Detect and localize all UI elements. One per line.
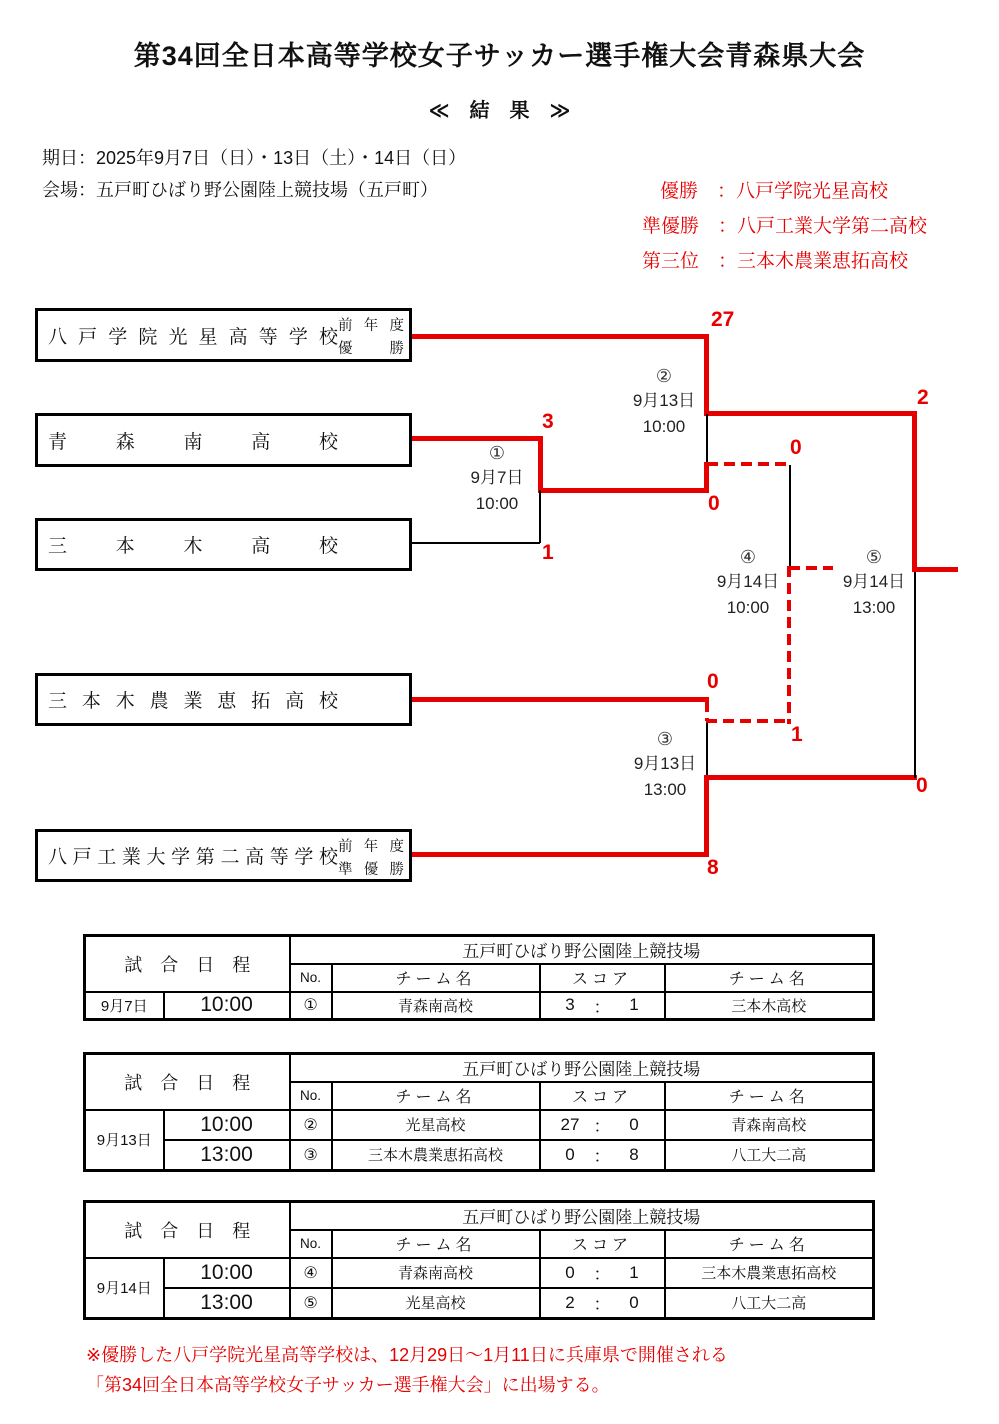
time-cell: 13:00 [164,1288,290,1319]
team2-cell: 三本木高校 [665,992,874,1020]
team2-cell: 八工大二高 [665,1288,874,1319]
team-header-cell: チーム名 [332,1230,540,1258]
team-name: 八戸学院光星高等学校 [48,326,338,348]
score-right: 1 [629,1262,639,1282]
score-label: 8 [707,856,719,879]
schedule-header-cell: 試 合 日 程 [85,1202,290,1258]
time-cell: 10:00 [164,1110,290,1140]
no-header-cell: No. [290,964,332,992]
team-name: 青森南高校 [48,431,338,453]
match-number: ⑤ [865,547,883,567]
score-label: 1 [542,541,554,564]
match-label-3 [600,727,730,803]
score-cell [540,1288,665,1319]
score-cell [540,1140,665,1171]
seed-note [338,836,404,882]
score-label: 2 [917,386,929,409]
bracket-line-winner [412,852,709,857]
schedule-header-cell: 試 合 日 程 [85,936,290,992]
match-number: ③ [656,729,674,749]
score-label: 0 [708,492,720,515]
match-no-cell: ③ [290,1140,332,1171]
score-separator: ： [593,1295,611,1315]
score-cell [540,1110,665,1140]
team2-cell: 青森南高校 [665,1110,874,1140]
match-time: 10:00 [726,598,770,617]
venue-header-cell: 五戸町ひばり野公園陸上競技場 [290,1054,874,1082]
match-date: 9月13日 [633,754,697,773]
score-label: 0 [790,436,802,459]
time-cell: 13:00 [164,1140,290,1171]
schedule-table-2 [83,1052,875,1172]
seed-note-line: 前年度 [338,318,404,334]
score-label: 0 [707,670,719,693]
team-header-cell: チーム名 [332,964,540,992]
team-header-cell: チーム名 [665,964,874,992]
score-separator: ： [593,1147,611,1167]
match-date: 9月14日 [842,572,906,591]
footer-note-line1: ※優勝した八戸学院光星高等学校は、12月29日～1月11日に兵庫県で開催される [86,1345,728,1365]
schedule-table-1 [83,934,875,1021]
match-label-5 [809,545,939,621]
team-box [35,829,412,882]
bracket-line-winner [704,411,917,416]
match-date: 9月7日 [470,468,524,487]
seed-note-line: 優勝 [338,341,404,357]
team2-cell: 三本木農業恵拓高校 [665,1258,874,1288]
bracket-line-winner [412,697,709,702]
table-row [85,1288,874,1319]
team-header-cell: チーム名 [665,1082,874,1110]
team1-cell: 青森南高校 [332,1258,540,1288]
score-cell [540,1258,665,1288]
bracket-line-winner [412,334,709,339]
team-name: 八戸工業大学第二高等学校 [48,847,338,868]
team-box [35,673,412,726]
date-cell: 9月13日 [85,1110,164,1171]
score-right: 0 [629,1292,639,1312]
match-no-cell: ⑤ [290,1288,332,1319]
score-separator: ： [593,1265,611,1284]
no-header-cell: No. [290,1082,332,1110]
team-box [35,413,412,467]
match-no-cell: ② [290,1110,332,1140]
score-cell [540,992,665,1020]
match-time: 10:00 [475,494,519,513]
score-right: 8 [629,1144,639,1164]
seed-note-line: 準優勝 [338,862,404,878]
seed-note [338,315,404,361]
match-date: 9月13日 [632,391,696,410]
team-header-cell: チーム名 [665,1230,874,1258]
score-separator: ： [593,1117,611,1136]
match-date: 9月14日 [716,572,780,591]
score-left: 0 [565,1144,575,1164]
date-cell: 9月7日 [85,992,164,1020]
table-row [85,1258,874,1288]
team1-cell: 光星高校 [332,1288,540,1319]
score-left: 27 [560,1114,580,1134]
table-row [85,1140,874,1171]
team1-cell: 三本木農業恵拓高校 [332,1140,540,1171]
footer-note-line2: 「第34回全日本高等学校女子サッカー選手権大会」に出場する。 [86,1375,610,1395]
match-label-4 [683,545,813,621]
team-header-cell: チーム名 [332,1082,540,1110]
team-box [35,308,412,362]
event-venue-line: 会場：五戸町ひばり野公園陸上競技場（五戸町） [42,180,438,200]
bracket-line [412,542,540,544]
schedule-header-cell: 試 合 日 程 [85,1054,290,1110]
score-right: 0 [629,1114,639,1134]
match-label-2 [599,364,729,440]
venue-header-cell: 五戸町ひばり野公園陸上競技場 [290,936,874,964]
match-number: ① [488,443,506,463]
result-champion: 優勝 ：八戸学院光星高校 [660,181,889,202]
score-left: 0 [565,1262,575,1282]
result-runner-up: 準優勝 ：八戸工業大学第二高校 [642,216,928,237]
match-no-cell: ① [290,992,332,1020]
time-cell: 10:00 [164,992,290,1020]
score-left: 2 [565,1292,575,1312]
team2-cell: 八工大二高 [665,1140,874,1171]
event-date-line: 期日：2025年9月7日（日）・13日（土）・14日（日） [42,148,467,168]
page-title: 第34回全日本高等学校女子サッカー選手権大会青森県大会 [133,41,866,71]
team-box [35,518,412,571]
bracket-line-winner [704,775,917,780]
bracket-line-dashed [705,701,709,721]
bracket-line-winner [538,488,709,493]
table-row [85,992,874,1020]
score-header-cell: スコア [540,964,665,992]
page-subtitle: ≪ 結 果 ≫ [428,100,571,122]
seed-note-line: 前年度 [338,839,404,855]
match-time: 10:00 [642,417,686,436]
schedule-table-3 [83,1200,875,1320]
score-left: 3 [565,995,575,1015]
score-right: 1 [629,995,639,1015]
date-cell: 9月14日 [85,1258,164,1319]
score-label: 1 [791,723,803,746]
score-label: 3 [542,410,554,433]
no-header-cell: No. [290,1230,332,1258]
match-time: 13:00 [852,598,896,617]
score-header-cell: スコア [540,1082,665,1110]
match-no-cell: ④ [290,1258,332,1288]
match-time: 13:00 [643,780,687,799]
team1-cell: 光星高校 [332,1110,540,1140]
score-label: 0 [916,774,928,797]
match-number: ② [655,366,673,386]
match-label-1 [432,441,562,517]
score-label: 27 [711,308,735,331]
time-cell: 10:00 [164,1258,290,1288]
bracket-line-dashed [706,719,791,723]
match-number: ④ [739,547,757,567]
team1-cell: 青森南高校 [332,992,540,1020]
score-header-cell: スコア [540,1230,665,1258]
team-name: 三本木農業恵拓高校 [48,691,338,712]
bracket-line-dashed [707,462,789,466]
result-third-place: 第三位 ：三本木農業恵拓高校 [642,251,909,272]
table-row [85,1110,874,1140]
score-separator: ： [593,997,611,1017]
venue-header-cell: 五戸町ひばり野公園陸上競技場 [290,1202,874,1230]
team-name: 三本木高校 [48,536,338,557]
